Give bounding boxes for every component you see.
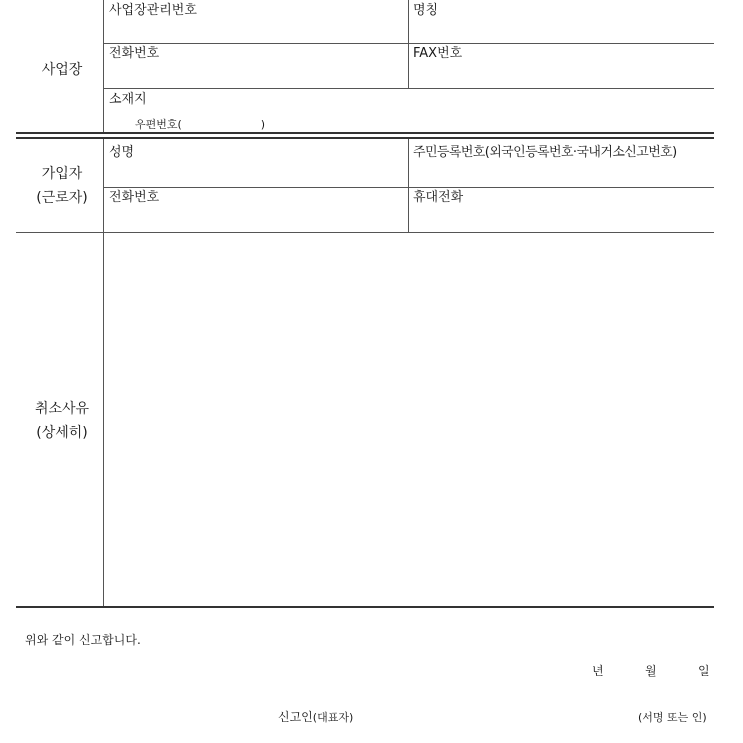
reason-label-line1: 취소사유 bbox=[34, 401, 90, 417]
date-year-field[interactable] bbox=[592, 665, 604, 677]
workplace-name-field[interactable] bbox=[413, 4, 438, 17]
subscriber-mobile-field[interactable] bbox=[413, 191, 463, 204]
reason-detail-textarea[interactable] bbox=[104, 233, 714, 606]
section-divider-top bbox=[16, 132, 714, 134]
workplace-fax-field[interactable] bbox=[413, 47, 462, 60]
signature-label: (서명 또는 인) bbox=[638, 711, 707, 724]
workplace-name-label: 명칭 bbox=[413, 3, 439, 18]
row-divider-workplace-1 bbox=[104, 43, 714, 44]
subscriber-mobile-label: 휴대전화 bbox=[413, 190, 464, 205]
workplace-mgmt-no-label: 사업장관리번호 bbox=[109, 3, 197, 18]
day-label: 일 bbox=[698, 664, 710, 678]
workplace-address-label: 소재지 bbox=[109, 92, 147, 107]
workplace-address-field[interactable] bbox=[109, 93, 147, 106]
postal-code-label: 우편번호( bbox=[135, 118, 182, 131]
postal-code-close: ) bbox=[260, 118, 266, 131]
subscriber-label-line1: 가입자 bbox=[41, 166, 83, 182]
subscriber-name-label: 성명 bbox=[109, 145, 135, 160]
field-column-divider-workplace bbox=[408, 0, 409, 88]
row-divider-workplace-2 bbox=[104, 88, 714, 89]
workplace-mgmt-no-field[interactable] bbox=[109, 4, 197, 17]
subscriber-section-label bbox=[10, 163, 114, 211]
declaration-text: 위와 같이 신고합니다. bbox=[25, 633, 141, 647]
section-divider-bottom bbox=[16, 137, 714, 139]
field-column-divider-subscriber bbox=[408, 139, 409, 232]
subscriber-resident-no-field[interactable] bbox=[413, 146, 677, 159]
signature-field[interactable] bbox=[638, 712, 707, 723]
workplace-postal-code-field[interactable] bbox=[135, 119, 265, 130]
reporter-role: (대표자) bbox=[312, 711, 354, 724]
form-bottom-border bbox=[16, 606, 714, 608]
month-label: 월 bbox=[645, 664, 657, 678]
workplace-fax-label: FAX번호 bbox=[413, 46, 463, 61]
date-month-field[interactable] bbox=[645, 665, 657, 677]
workplace-phone-label: 전화번호 bbox=[109, 46, 160, 61]
workplace-phone-field[interactable] bbox=[109, 47, 159, 60]
reporter-label bbox=[278, 711, 353, 723]
subscriber-phone-label: 전화번호 bbox=[109, 190, 160, 205]
subscriber-name-field[interactable] bbox=[109, 146, 134, 159]
subscriber-label-line2: (근로자) bbox=[36, 189, 88, 206]
year-label: 년 bbox=[592, 664, 604, 678]
row-divider-subscriber-1 bbox=[104, 187, 714, 188]
reason-label-line2: (상세히) bbox=[36, 424, 88, 441]
subscriber-phone-field[interactable] bbox=[109, 191, 159, 204]
workplace-section-label: 사업장 bbox=[41, 62, 83, 78]
date-day-field[interactable] bbox=[698, 665, 710, 677]
reason-section-label bbox=[10, 398, 114, 446]
subscriber-resident-no-label: 주민등록번호(외국인등록번호·국내거소신고번호) bbox=[413, 145, 677, 160]
reporter-text: 신고인 bbox=[278, 710, 313, 724]
